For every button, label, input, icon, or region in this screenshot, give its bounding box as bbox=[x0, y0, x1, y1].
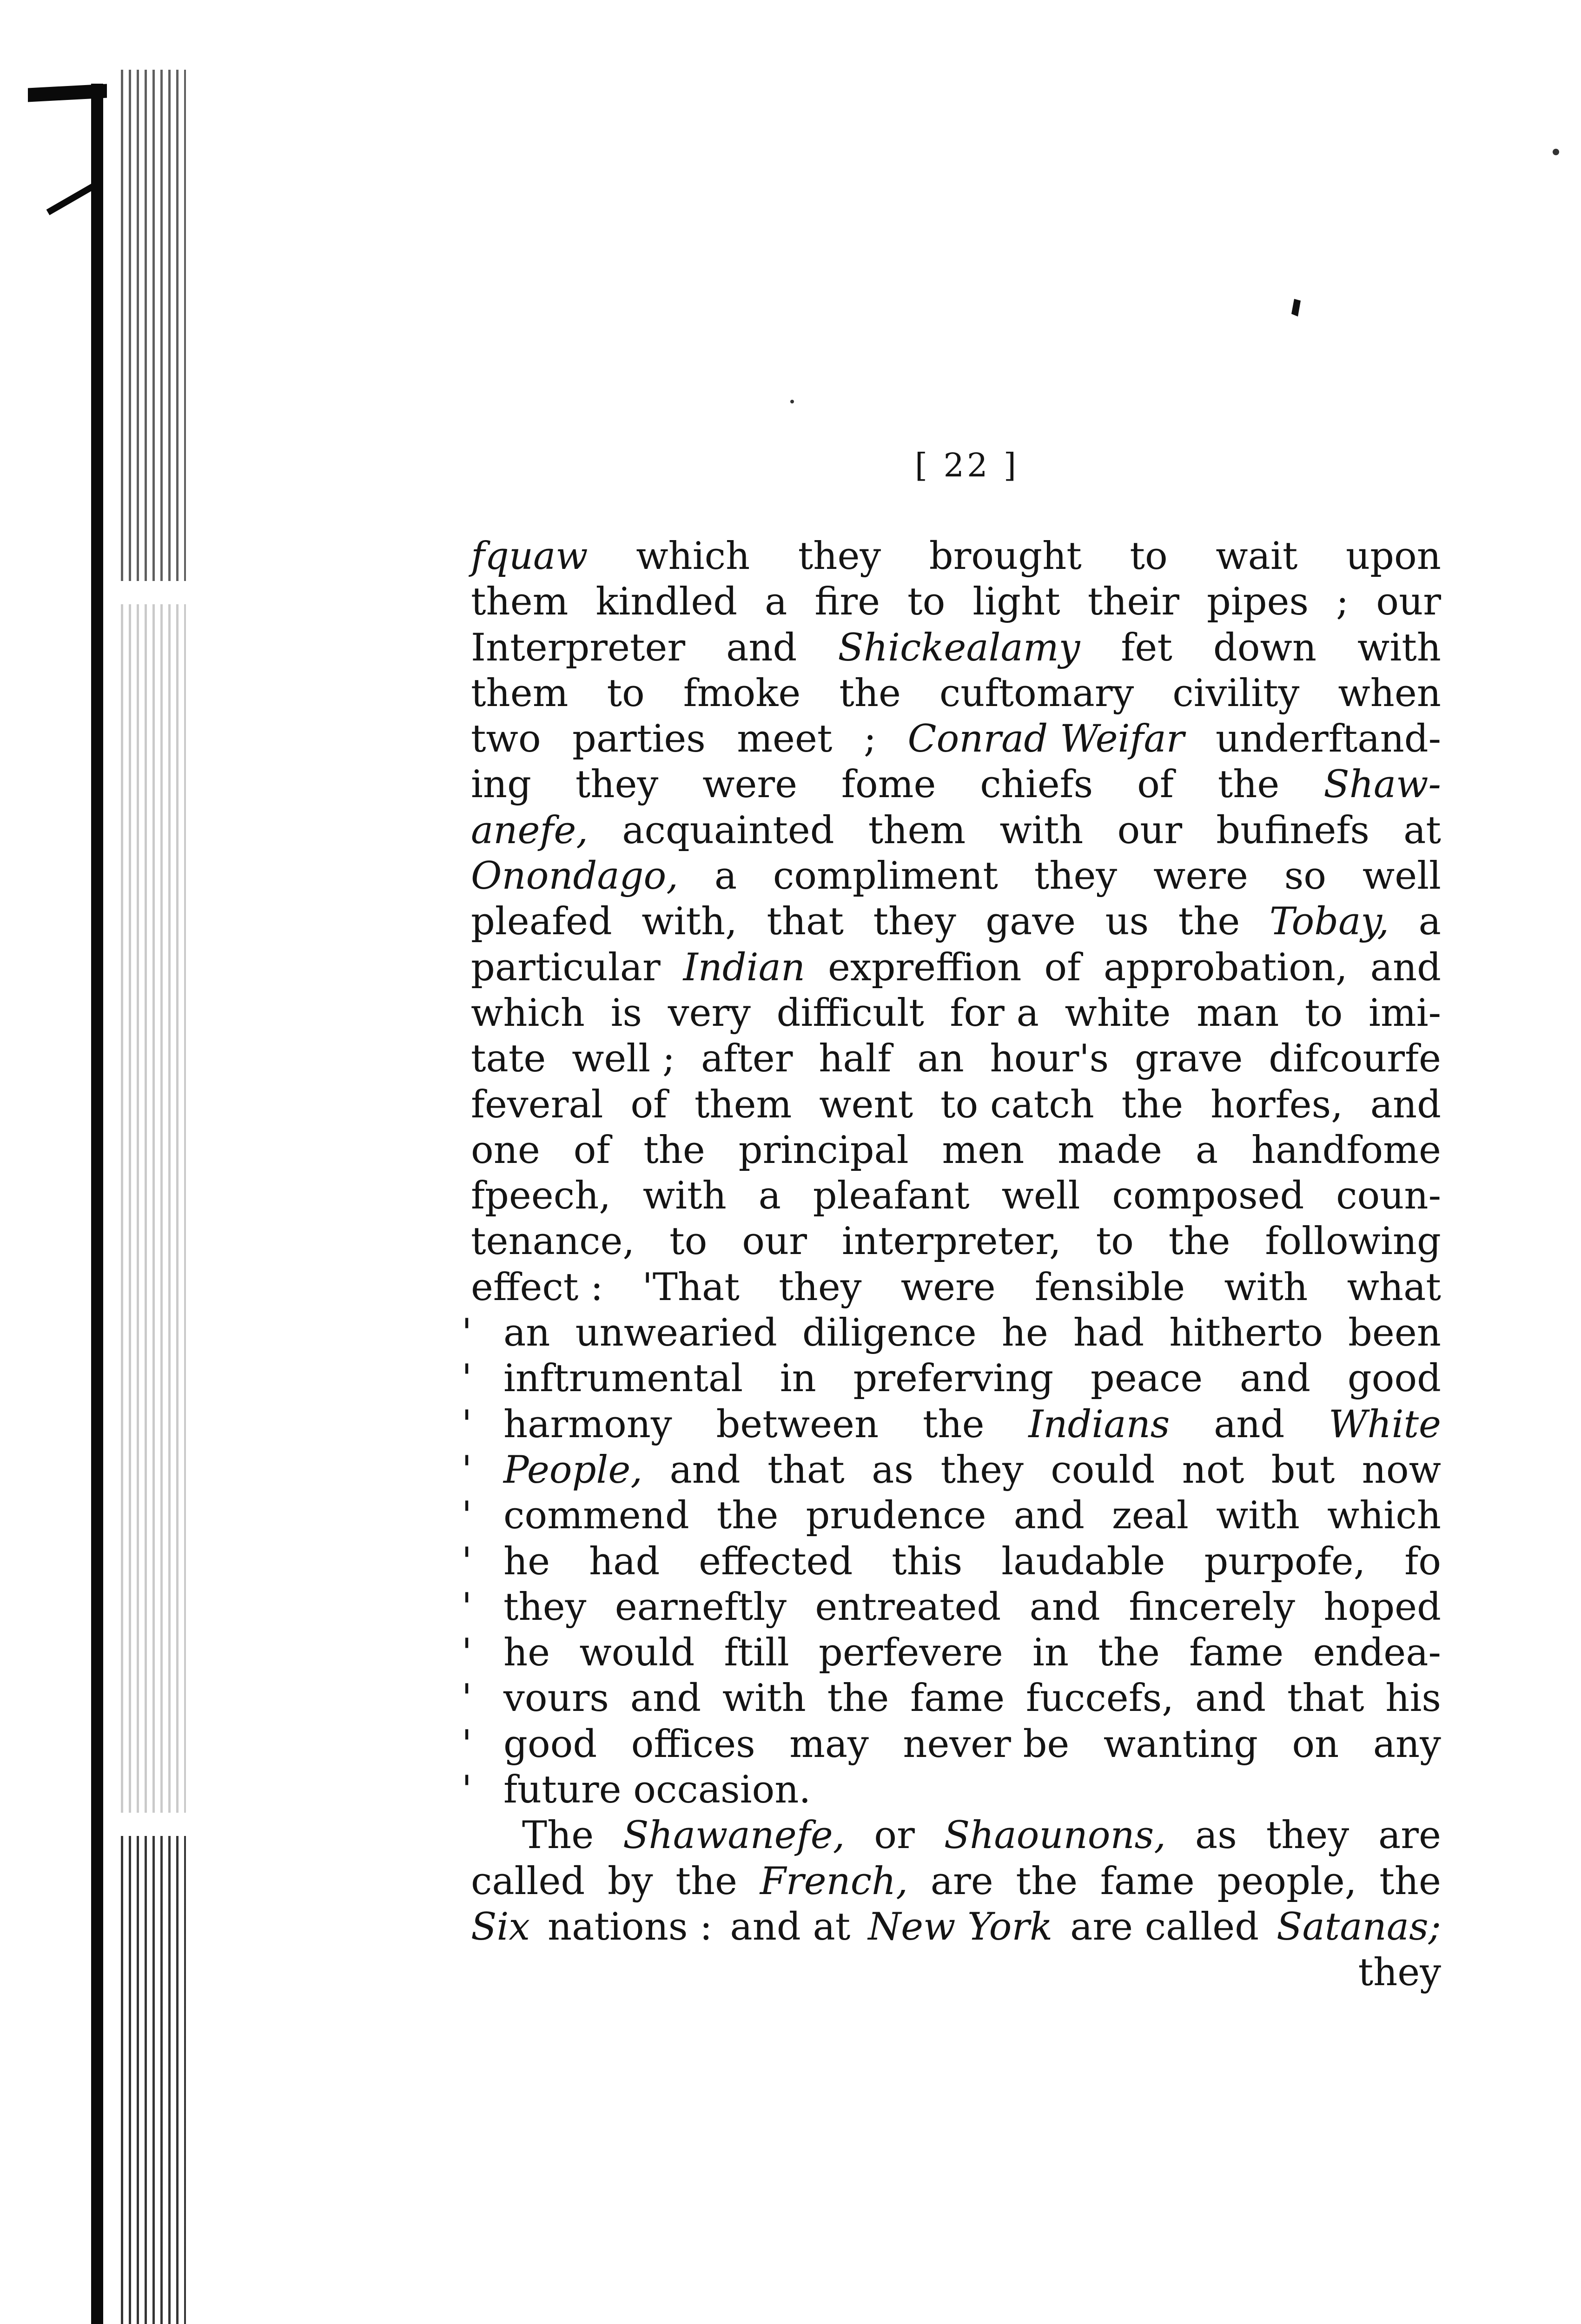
ink-blot bbox=[1291, 299, 1301, 317]
quoted-line: ' good offices may never be wanting on any bbox=[471, 1722, 1441, 1767]
quote-mark: ' bbox=[462, 1494, 472, 1538]
quoted-line: ' inftrumental in preferving peace and good bbox=[471, 1356, 1441, 1401]
text-line: tenance, to our interpreter, to the following bbox=[471, 1220, 1441, 1264]
body-text bbox=[462, 534, 1441, 1996]
quoted-line: ' an unwearied diligence he had hitherto been bbox=[471, 1310, 1441, 1356]
scan-edge-mark bbox=[46, 182, 98, 215]
quoted-line: ' commend the prudence and zeal with which bbox=[471, 1493, 1441, 1538]
quote-mark: ' bbox=[462, 1357, 472, 1401]
quote-mark: ' bbox=[462, 1311, 472, 1355]
text-line: fpeech, with a pleafant well composed coun- bbox=[471, 1174, 1441, 1218]
quoted-line: ' future occasion. bbox=[471, 1767, 1441, 1813]
quote-mark: ' bbox=[462, 1585, 472, 1629]
paragraph-first-line: The Shawanefe, or Shaounons, as they are bbox=[522, 1814, 1441, 1858]
text-line: effect : 'That they were fensible with what bbox=[471, 1265, 1441, 1309]
text-line: ing they were fome chiefs of the Shaw- bbox=[471, 763, 1441, 807]
quoted-line: ' they earneftly entreated and fincerely hoped bbox=[471, 1585, 1441, 1630]
dust-speck bbox=[790, 400, 794, 403]
text-line: pleafed with, that they gave us the Tobay, a bbox=[471, 900, 1441, 944]
text-line: Interpreter and Shickealamy fet down with bbox=[471, 626, 1441, 670]
text-line: them kindled a fire to light their pipes ; our bbox=[471, 580, 1441, 624]
text-line: Six nations : and at New York are called Satanas; bbox=[471, 1905, 1441, 1949]
quote-mark: ' bbox=[462, 1631, 472, 1675]
quote-mark: ' bbox=[462, 1448, 472, 1492]
quoted-line: ' People, and that as they could not but now bbox=[471, 1447, 1441, 1493]
text-line: feveral of them went to catch the horfes, and bbox=[471, 1083, 1441, 1127]
text-line: Onondago, a compliment they were so well bbox=[471, 854, 1441, 898]
text-line: particular Indian expreffion of approbation, and bbox=[471, 945, 1441, 990]
quote-mark: ' bbox=[462, 1768, 472, 1812]
quoted-line: ' harmony between the Indians and White bbox=[471, 1402, 1441, 1447]
text-line: tate well ; after half an hour's grave difcourfe bbox=[471, 1037, 1441, 1081]
text-line: anefe, acquainted them with our bufinefs at bbox=[471, 808, 1441, 852]
text-line: them to fmoke the cuftomary civility when bbox=[471, 671, 1441, 715]
text-line: which is very difficult for a white man to imi- bbox=[471, 991, 1441, 1035]
quote-mark: ' bbox=[462, 1722, 472, 1766]
dust-speck bbox=[1553, 149, 1559, 155]
quote-mark: ' bbox=[462, 1402, 472, 1446]
scan-streak-top bbox=[121, 70, 186, 581]
text-line: fquaw which they brought to wait upon bbox=[471, 535, 1441, 578]
quote-mark: ' bbox=[462, 1677, 472, 1721]
text-line: one of the principal men made a handfome bbox=[471, 1128, 1441, 1172]
catchword: they bbox=[1358, 1951, 1441, 1995]
quoted-line: ' he had effected this laudable purpofe, fo bbox=[471, 1539, 1441, 1585]
page-number: [ 22 ] bbox=[914, 446, 1019, 484]
scan-spine-edge bbox=[91, 84, 103, 2324]
quoted-line: ' vours and with the fame fuccefs, and that his bbox=[471, 1676, 1441, 1721]
quoted-line: ' he would ftill perfevere in the fame endea- bbox=[471, 1630, 1441, 1676]
text-line: two parties meet ; Conrad Weifar underftand- bbox=[471, 717, 1441, 761]
quote-mark: ' bbox=[462, 1539, 472, 1584]
scan-streak-middle bbox=[121, 604, 186, 1813]
scan-streak-bottom bbox=[121, 1836, 186, 2324]
text-line: called by the French, are the fame people, the bbox=[471, 1859, 1441, 1903]
